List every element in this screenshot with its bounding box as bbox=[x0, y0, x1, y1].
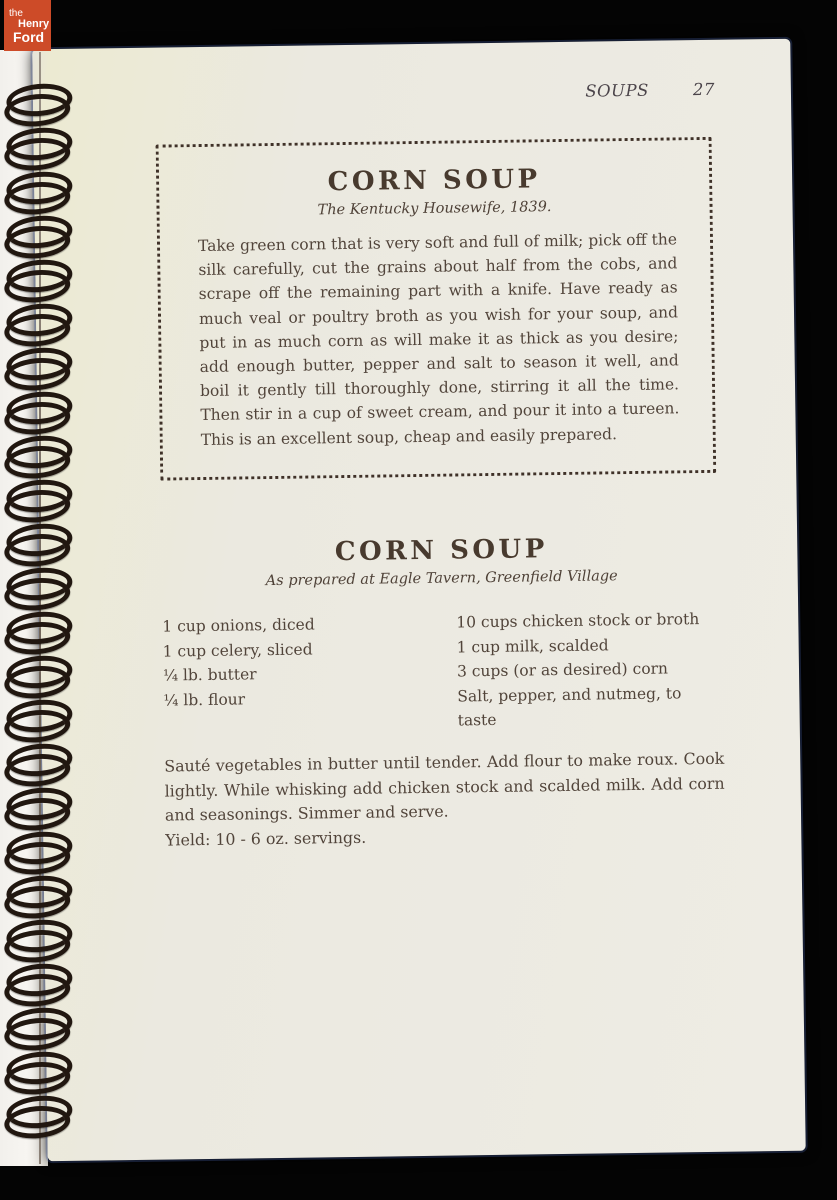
recipe1-title: CORN SOUP bbox=[327, 164, 541, 198]
ingredients-left-column bbox=[162, 610, 458, 737]
recipe2-source: As prepared at Eagle Tavern, Greenfield Village bbox=[265, 568, 618, 590]
recipe2-section bbox=[161, 532, 725, 853]
page-number: 27 bbox=[692, 79, 716, 100]
ingredient-item: 1 cup milk, scalded bbox=[456, 635, 609, 657]
ingredient-item: Salt, pepper, and nutmeg, to taste bbox=[457, 684, 682, 730]
recipe2-instructions: Sauté vegetables in butter until tender. Add flour to make roux. Cook lightly. While whisking add chicken stock and scalded milk. Add corn and seasonings. Simmer and serve. bbox=[164, 748, 725, 825]
recipe1-source: The Kentucky Housewife, 1839. bbox=[317, 199, 552, 219]
cookbook-page bbox=[32, 39, 805, 1161]
page-header bbox=[155, 80, 715, 107]
ingredients-right-column bbox=[456, 607, 724, 734]
ingredient-item: ¼ lb. butter bbox=[162, 665, 257, 685]
logo-text-henry: Henry bbox=[18, 18, 50, 30]
recipe1-body: Take green corn that is very soft and full of milk; pick off the silk carefully, cut the grains about half from the cobs, and scrape off the remaining part with a knife. Have ready as much veal or poultry broth as you wish for your soup, and put in as much corn as will make it as thick as you desire; add enough butter, pepper and salt to season it well, and boil it gently till thoroughly done, stirring it all the time. Then stir in a cup of sweet cream, and pour it into a tureen. This is an excellent soup, cheap and easily prepared. bbox=[197, 230, 680, 449]
ingredient-item: ¼ lb. flour bbox=[163, 690, 246, 710]
logo-text-the: the bbox=[9, 8, 23, 19]
framed-recipe-box bbox=[156, 137, 717, 481]
logo-text-ford: Ford bbox=[13, 29, 45, 45]
ingredients-columns bbox=[162, 607, 724, 738]
ingredient-item: 1 cup onions, diced bbox=[162, 615, 315, 636]
ingredient-item: 1 cup celery, sliced bbox=[162, 640, 313, 661]
section-title: SOUPS bbox=[585, 80, 650, 101]
ingredient-item: 3 cups (or as desired) corn bbox=[456, 659, 669, 681]
henry-ford-logo bbox=[4, 0, 51, 51]
binding-rod bbox=[39, 52, 41, 1164]
ingredient-item: 10 cups chicken stock or broth bbox=[456, 610, 700, 632]
recipe2-title: CORN SOUP bbox=[334, 534, 548, 568]
recipe2-yield: Yield: 10 - 6 oz. servings. bbox=[165, 827, 367, 850]
